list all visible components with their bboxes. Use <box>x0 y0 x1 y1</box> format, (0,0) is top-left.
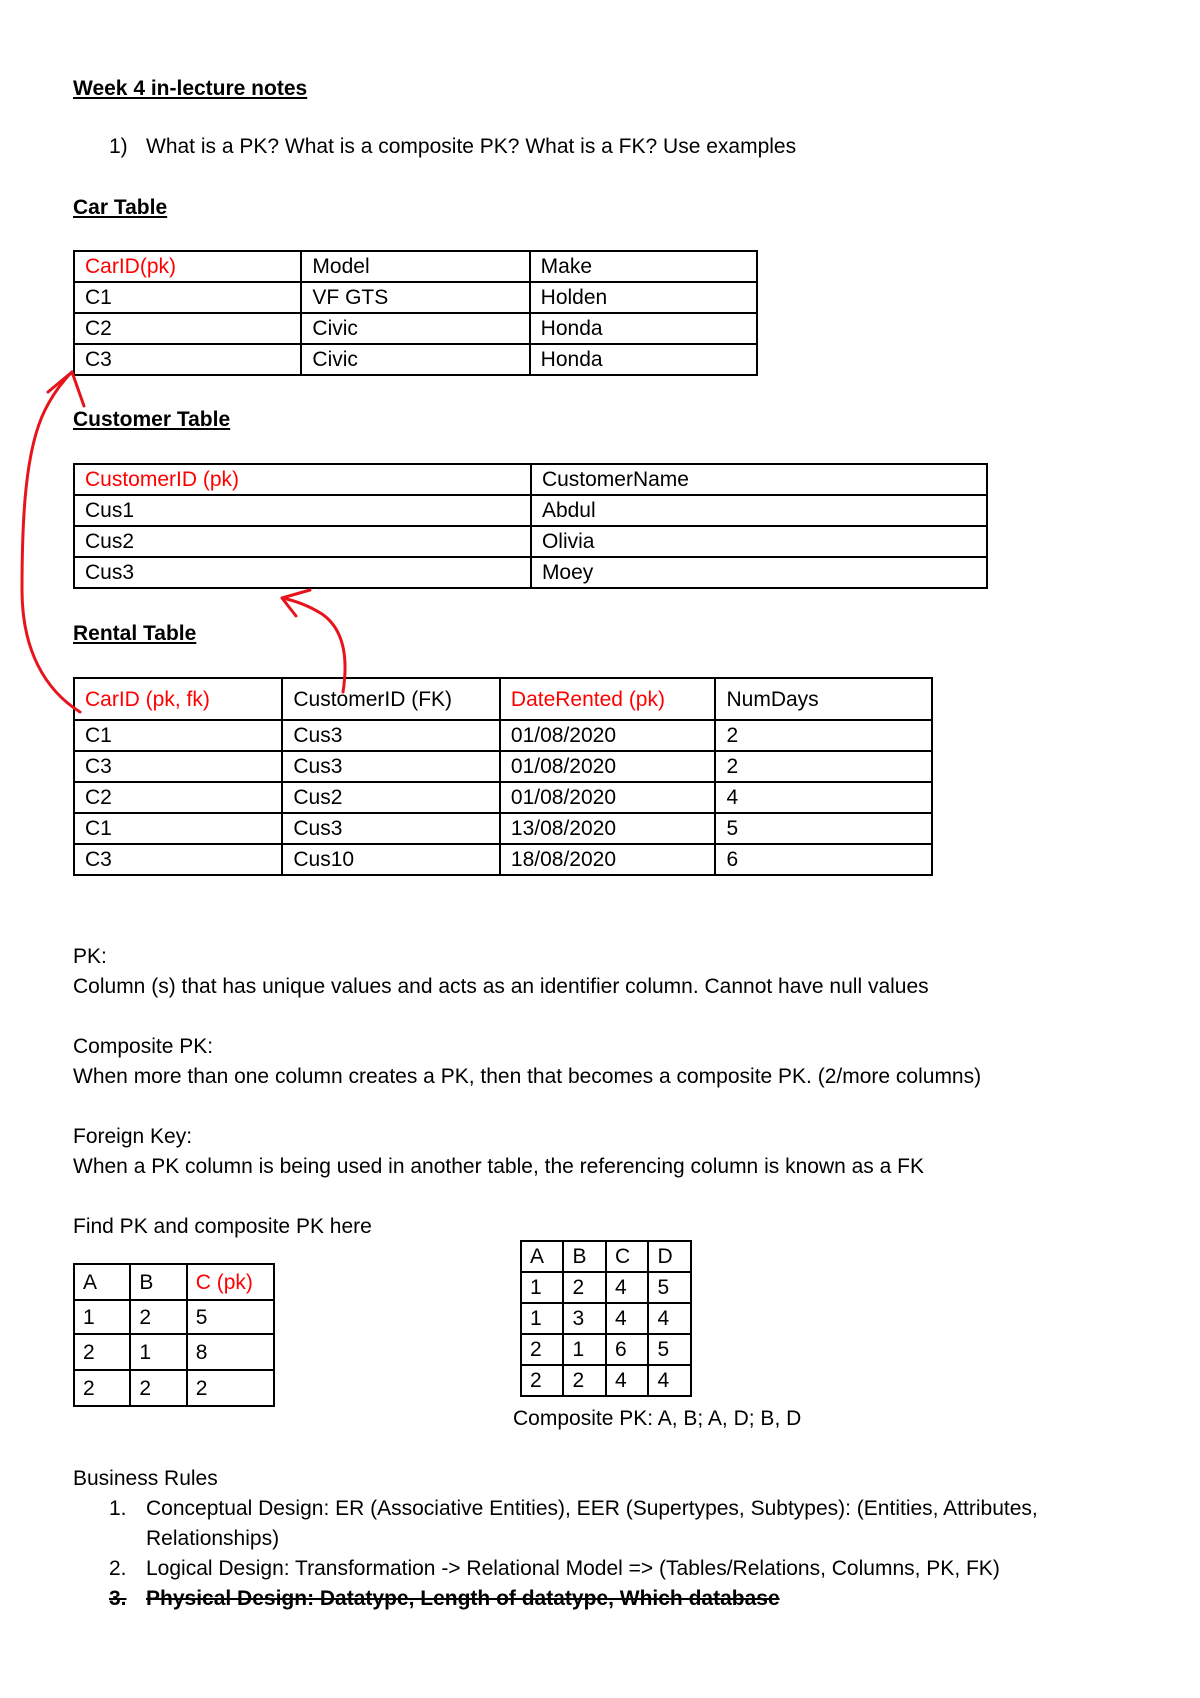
table-cell: 2 <box>715 720 932 751</box>
header-cell: B <box>563 1241 605 1272</box>
exercise-table-1 <box>73 1263 275 1407</box>
table-cell: 01/08/2020 <box>500 720 716 751</box>
table-cell: 1 <box>130 1334 186 1370</box>
rule-1-line-1: Conceptual Design: ER (Associative Entities), EER (Supertypes, Subtypes): (Entities, Attributes, <box>146 1497 1038 1520</box>
pk-definition: Column (s) that has unique values and acts as an identifier column. Cannot have null values <box>73 975 929 998</box>
table-cell: C2 <box>74 782 282 813</box>
rule-1-line-2: Relationships) <box>146 1527 280 1550</box>
table-cell: 1 <box>563 1334 605 1365</box>
table-row <box>521 1303 691 1334</box>
table-cell: 13/08/2020 <box>500 813 716 844</box>
rule-2-line-1: Logical Design: Transformation -> Relational Model => (Tables/Relations, Columns, PK, FK) <box>146 1557 1000 1580</box>
table-cell: 2 <box>563 1272 605 1303</box>
table-row <box>74 813 932 844</box>
table-cell: Honda <box>530 344 757 375</box>
table-row <box>74 495 987 526</box>
header-cell: C <box>606 1241 649 1272</box>
rental-table <box>73 677 933 876</box>
header-cell: A <box>521 1241 563 1272</box>
table-cell: VF GTS <box>301 282 529 313</box>
table-cell: Abdul <box>531 495 987 526</box>
table-cell: 2 <box>521 1365 563 1396</box>
header-cell: CarID(pk) <box>74 251 301 282</box>
business-rules-heading: Business Rules <box>73 1467 218 1490</box>
table-row <box>74 720 932 751</box>
table-cell: Holden <box>530 282 757 313</box>
table-row <box>74 751 932 782</box>
customer-table <box>73 463 988 589</box>
header-cell: B <box>130 1264 186 1300</box>
table-cell: 4 <box>606 1272 649 1303</box>
header-cell: D <box>648 1241 691 1272</box>
table-cell: C3 <box>74 344 301 375</box>
table-cell: 1 <box>521 1272 563 1303</box>
table-cell: 5 <box>187 1300 274 1334</box>
table-row <box>74 844 932 875</box>
table-cell: Honda <box>530 313 757 344</box>
composite-pk-label: Composite PK: <box>73 1035 214 1058</box>
rule-3-line-1-struck: Physical Design: Datatype, Length of datatype, Which database <box>146 1587 780 1610</box>
header-cell: Make <box>530 251 757 282</box>
table-cell: 2 <box>130 1370 186 1406</box>
table-row <box>74 313 757 344</box>
header-cell: CustomerID (FK) <box>282 678 500 720</box>
table-cell: 4 <box>715 782 932 813</box>
table-row <box>521 1365 691 1396</box>
table-cell: Cus10 <box>282 844 500 875</box>
header-cell: CustomerID (pk) <box>74 464 531 495</box>
table-cell: 2 <box>715 751 932 782</box>
table-row <box>74 782 932 813</box>
table-cell: 1 <box>74 1300 130 1334</box>
header-cell: Model <box>301 251 529 282</box>
table-row <box>74 282 757 313</box>
fk-label: Foreign Key: <box>73 1125 193 1148</box>
table-cell: Cus3 <box>282 751 500 782</box>
header-cell: DateRented (pk) <box>500 678 716 720</box>
table-row <box>521 1334 691 1365</box>
table-cell: 4 <box>606 1303 649 1334</box>
table-row <box>74 557 987 588</box>
table-cell: C3 <box>74 751 282 782</box>
table-cell: 2 <box>74 1334 130 1370</box>
table-cell: 5 <box>715 813 932 844</box>
table-cell: 1 <box>521 1303 563 1334</box>
customer-table-heading: Customer Table <box>73 408 231 431</box>
table-cell: 4 <box>606 1365 649 1396</box>
table-cell: Cus1 <box>74 495 531 526</box>
table-cell: 5 <box>648 1334 691 1365</box>
table-cell: 3 <box>563 1303 605 1334</box>
pk-label: PK: <box>73 945 107 968</box>
exercise-table-2 <box>520 1240 692 1397</box>
table-cell: 2 <box>563 1365 605 1396</box>
table-cell: 2 <box>187 1370 274 1406</box>
carid-arrowhead <box>48 372 84 406</box>
header-cell: A <box>74 1264 130 1300</box>
table-row <box>74 344 757 375</box>
table-cell: C2 <box>74 313 301 344</box>
table-row <box>74 1334 274 1370</box>
table-row <box>74 1370 274 1406</box>
table-cell: Cus3 <box>74 557 531 588</box>
table-cell: 01/08/2020 <box>500 751 716 782</box>
exercise-table-2-header-row <box>521 1241 691 1272</box>
rental-table-heading: Rental Table <box>73 622 197 645</box>
table-cell: 8 <box>187 1334 274 1370</box>
table-cell: C3 <box>74 844 282 875</box>
table-cell: C1 <box>74 282 301 313</box>
header-cell: CustomerName <box>531 464 987 495</box>
carid-reference-arrow <box>22 372 80 712</box>
exercise-table-1-header-row <box>74 1264 274 1300</box>
table-cell: 4 <box>648 1365 691 1396</box>
rule-number: 1. <box>109 1497 127 1520</box>
question-text: What is a PK? What is a composite PK? What is a FK? Use examples <box>146 135 797 158</box>
question-number: 1) <box>109 135 128 158</box>
rule-number: 2. <box>109 1557 127 1580</box>
page-title: Week 4 in-lecture notes <box>73 77 308 100</box>
table-cell: Cus2 <box>282 782 500 813</box>
table-cell: 2 <box>74 1370 130 1406</box>
table-cell: Cus2 <box>74 526 531 557</box>
table-cell: Civic <box>301 313 529 344</box>
composite-pk-definition: When more than one column creates a PK, then that becomes a composite PK. (2/more columns) <box>73 1065 982 1088</box>
table-cell: 5 <box>648 1272 691 1303</box>
table-cell: 6 <box>606 1334 649 1365</box>
exercise-heading: Find PK and composite PK here <box>73 1215 372 1238</box>
table-cell: 2 <box>521 1334 563 1365</box>
table-cell: C1 <box>74 720 282 751</box>
car-table-heading: Car Table <box>73 196 168 219</box>
table-cell: C1 <box>74 813 282 844</box>
table-cell: 2 <box>130 1300 186 1334</box>
composite-pk-answer: Composite PK: A, B; A, D; B, D <box>513 1407 802 1430</box>
header-cell: CarID (pk, fk) <box>74 678 282 720</box>
table-cell: 6 <box>715 844 932 875</box>
header-cell: NumDays <box>715 678 932 720</box>
rule-number-struck: 3. <box>109 1587 127 1610</box>
table-cell: Cus3 <box>282 813 500 844</box>
table-cell: Civic <box>301 344 529 375</box>
header-cell: C (pk) <box>187 1264 274 1300</box>
table-cell: Olivia <box>531 526 987 557</box>
fk-definition: When a PK column is being used in another table, the referencing column is known as a FK <box>73 1155 924 1178</box>
customer-table-header-row <box>74 464 987 495</box>
car-table-header-row <box>74 251 757 282</box>
table-cell: 01/08/2020 <box>500 782 716 813</box>
table-cell: 4 <box>648 1303 691 1334</box>
table-row <box>74 1300 274 1334</box>
table-row <box>521 1272 691 1303</box>
customerid-arrowhead <box>282 590 310 616</box>
table-cell: Moey <box>531 557 987 588</box>
table-row <box>74 526 987 557</box>
table-cell: 18/08/2020 <box>500 844 716 875</box>
rental-table-header-row <box>74 678 932 720</box>
table-cell: Cus3 <box>282 720 500 751</box>
car-table <box>73 250 758 376</box>
